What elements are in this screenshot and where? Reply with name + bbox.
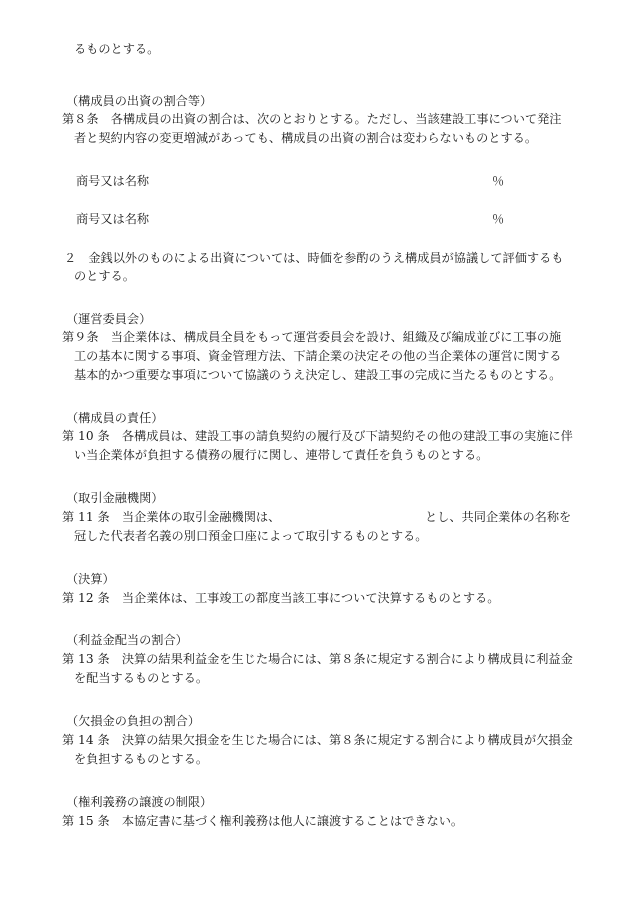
article-10-line-1: 第 10 条 各構成員は、建設工事の請負契約の履行及び下請契約その他の建設工事の実施に伴 <box>62 429 573 443</box>
article-13-line-2: を配当するものとする。 <box>74 671 209 685</box>
article-13-heading: （利益金配当の割合） <box>66 633 188 647</box>
paragraph-continuation: るものとする。 <box>74 42 160 56</box>
article-10-line-2: い当企業体が負担する債務の履行に関し、連帯して責任を負うものとする。 <box>74 448 489 462</box>
percent-sign-2: ％ <box>492 212 505 226</box>
article-14-heading: （欠損金の負担の割合） <box>66 714 201 728</box>
article-11-heading: （取引金融機関） <box>66 491 164 505</box>
article-11-line-1b: とし、共同企業体の名称を <box>425 510 572 524</box>
article-12-line-1: 第 12 条 当企業体は、工事竣工の都度当該工事について決算するものとする。 <box>62 591 500 605</box>
clause-2-line-2: のとする。 <box>74 269 135 283</box>
article-8-line-2: 者と契約内容の変更増減があっても、構成員の出資の割合は変わらないものとする。 <box>74 131 538 145</box>
article-10-heading: （構成員の責任） <box>66 411 164 425</box>
article-11-line-2: 冠した代表者名義の別口預金口座によって取引するものとする。 <box>74 529 428 543</box>
article-9-heading: （運営委員会） <box>66 312 152 326</box>
article-9-line-3: 基本的かつ重要な事項について協議のうえ決定し、建設工事の完成に当たるものとする。 <box>74 368 562 382</box>
percent-sign-1: ％ <box>492 174 505 188</box>
member-name-label-1: 商号又は名称 <box>76 174 150 188</box>
article-14-line-1: 第 14 条 決算の結果欠損金を生じた場合には、第８条に規定する割合により構成員が欠損金 <box>62 733 573 747</box>
clause-2-line-1: ２ 金銭以外のものによる出資については、時価を参酌のうえ構成員が協議して評価するも <box>64 251 564 265</box>
article-14-line-2: を負担するものとする。 <box>74 752 209 766</box>
article-8-heading: （構成員の出資の割合等） <box>66 94 213 108</box>
article-15-heading: （権利義務の譲渡の制限） <box>66 795 213 809</box>
article-11-line-1a: 第 11 条 当企業体の取引金融機関は、 <box>62 510 281 524</box>
article-9-line-1: 第９条 当企業体は、構成員全員をもって運営委員会を設け、組織及び編成並びに工事の施 <box>62 330 562 344</box>
article-9-line-2: 工の基本に関する事項、資金管理方法、下請企業の決定その他の当企業体の運営に関する <box>74 349 562 363</box>
member-name-label-2: 商号又は名称 <box>76 212 150 226</box>
article-12-heading: （決算） <box>66 572 115 586</box>
article-15-line-1: 第 15 条 本協定書に基づく権利義務は他人に譲渡することはできない。 <box>62 814 464 828</box>
article-13-line-1: 第 13 条 決算の結果利益金を生じた場合には、第８条に規定する割合により構成員に利益金 <box>62 652 573 666</box>
article-8-line-1: 第８条 各構成員の出資の割合は、次のとおりとする。ただし、当該建設工事について発注 <box>62 112 562 126</box>
